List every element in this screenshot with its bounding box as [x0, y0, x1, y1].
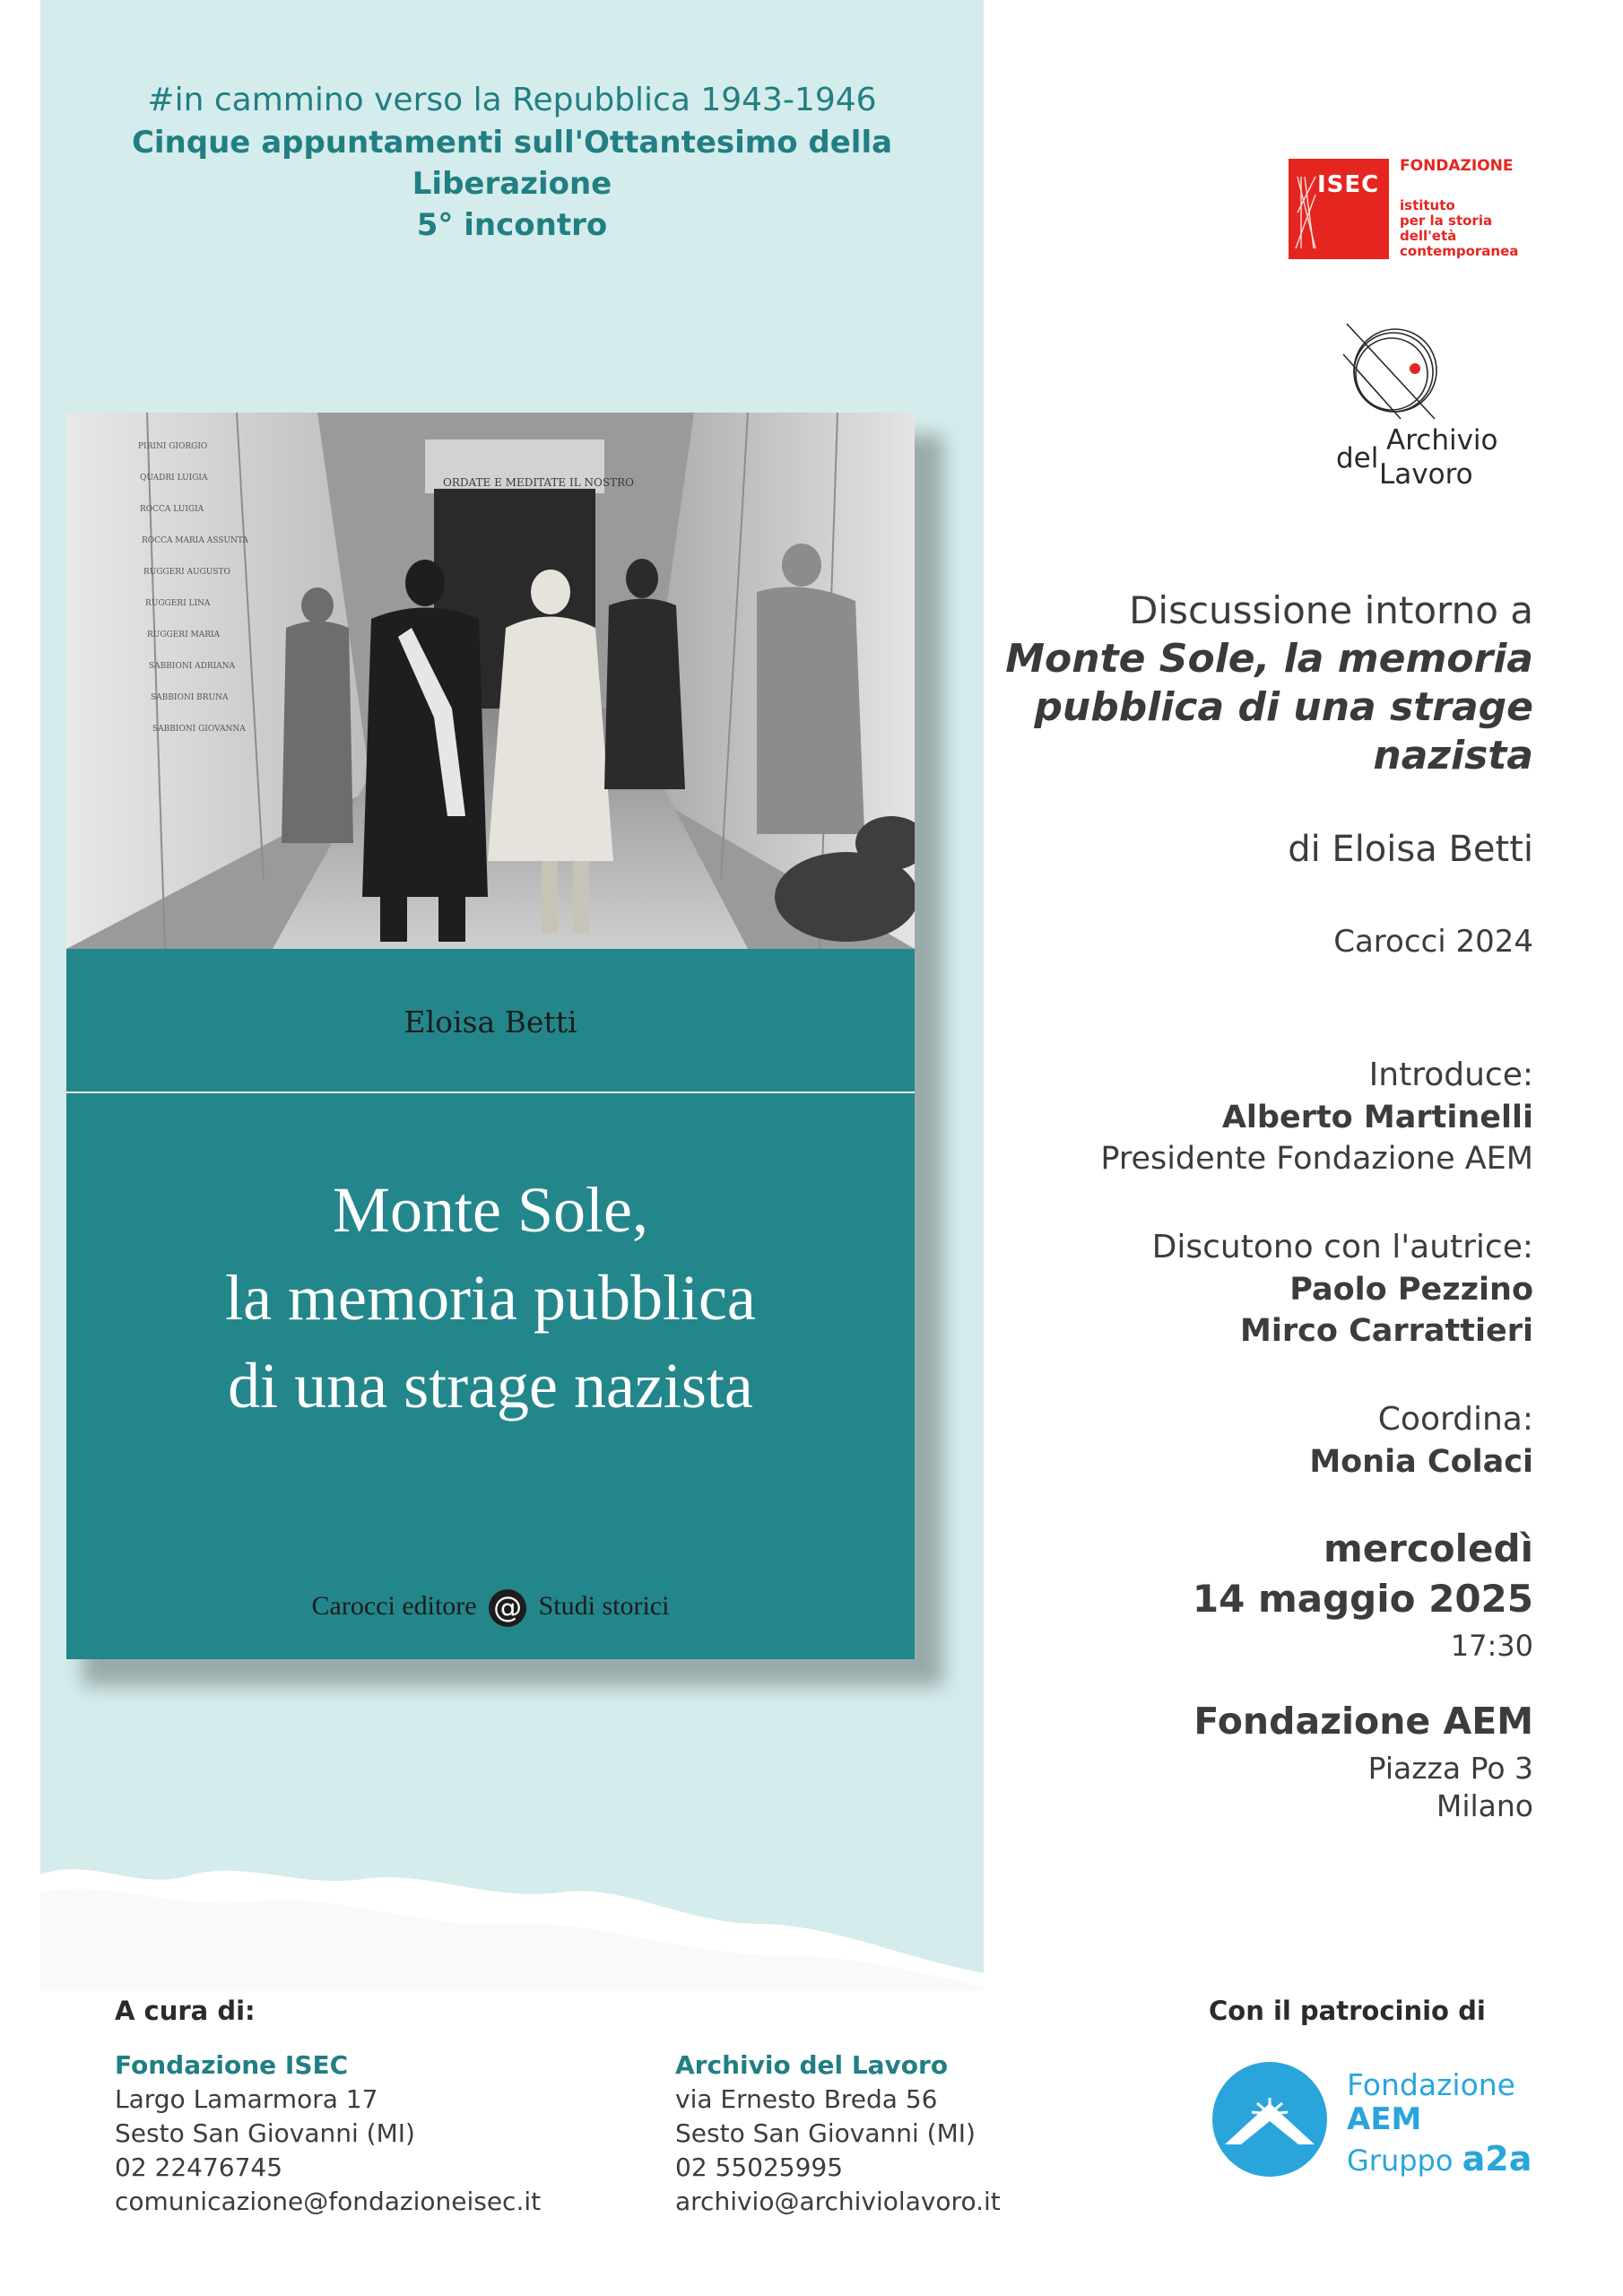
- isec-logo: [1289, 157, 1540, 265]
- event-publisher: Carocci 2024: [1333, 924, 1533, 960]
- discussant-1: Paolo Pezzino: [1289, 1272, 1533, 1308]
- isec-fondazione-label: FONDAZIONE: [1400, 157, 1514, 175]
- adl-word-lavoro: Lavoro: [1379, 458, 1473, 491]
- series-header: [81, 79, 943, 246]
- adl-word-archivio: Archivio: [1386, 424, 1498, 457]
- archivio-lavoro-logo: [1336, 318, 1533, 507]
- svg-text:RUGGERI AUGUSTO: RUGGERI AUGUSTO: [143, 568, 230, 577]
- event-time: 17:30: [1450, 1629, 1533, 1663]
- aem-a2a: a2a: [1462, 2139, 1532, 2179]
- carocci-at-icon: @: [489, 1589, 526, 1627]
- series-line-2: Liberazione: [412, 166, 612, 202]
- svg-text:SABBIONI ADRIANA: SABBIONI ADRIANA: [149, 662, 236, 671]
- svg-text:QUADRI LUIGIA: QUADRI LUIGIA: [140, 474, 208, 483]
- cover-title: [66, 1166, 915, 1430]
- coordinator-name: Monia Colaci: [1309, 1444, 1533, 1480]
- cover-photo: [66, 413, 915, 949]
- collection-name: Studi storici: [538, 1590, 670, 1621]
- curated-by-label: A cura di:: [115, 1996, 256, 2026]
- cover-title-line-2: la memoria pubblica: [225, 1262, 756, 1334]
- aem-gruppo: Gruppo: [1347, 2144, 1454, 2178]
- isec-logo-mark: [1289, 159, 1389, 259]
- isec-phone: 02 22476745: [115, 2152, 283, 2182]
- series-line-1: Cinque appuntamenti sull'Ottantesimo della: [131, 125, 893, 161]
- svg-text:RUGGERI MARIA: RUGGERI MARIA: [147, 631, 221, 639]
- isec-address: Largo Lamarmora 17: [115, 2084, 378, 2114]
- isec-subtitle: [1400, 198, 1518, 259]
- meeting-number: 5° incontro: [416, 207, 608, 243]
- event-title-line-2: pubblica di una strage: [1034, 684, 1533, 730]
- publisher-name: Carocci editore: [311, 1590, 477, 1621]
- fondazione-aem-logo: [1212, 2058, 1535, 2184]
- discussion-intro: Discussione intorno a: [1129, 588, 1533, 632]
- archivio-lavoro-mark-icon: [1338, 318, 1444, 424]
- event-date: 14 maggio 2025: [1192, 1577, 1533, 1621]
- torn-paper-edge: [40, 1839, 984, 1991]
- patronage-label: Con il patrocinio di: [1209, 1996, 1486, 2026]
- aem-line-3: [1347, 2139, 1532, 2179]
- discussants-label: Discutono con l'autrice:: [1151, 1229, 1533, 1265]
- event-title-line-3: nazista: [1373, 733, 1533, 778]
- adl-org-name: Archivio del Lavoro: [675, 2050, 949, 2080]
- aem-line-2: AEM: [1347, 2101, 1422, 2137]
- cover-title-line-1: Monte Sole,: [333, 1174, 648, 1246]
- isec-subtitle-line-1: istituto: [1400, 197, 1455, 213]
- svg-text:SABBIONI GIOVANNA: SABBIONI GIOVANNA: [152, 725, 246, 734]
- svg-text:PIRINI GIORGIO: PIRINI GIORGIO: [138, 442, 208, 451]
- svg-text:SABBIONI BRUNA: SABBIONI BRUNA: [151, 693, 229, 702]
- event-title-line-1: Monte Sole, la memoria: [1005, 636, 1533, 682]
- isec-org-name: Fondazione ISEC: [115, 2050, 349, 2080]
- aem-mark: [1212, 2062, 1327, 2177]
- cover-author: Eloisa Betti: [404, 1004, 577, 1039]
- photo-inscription: ORDATE E MEDITATE IL NOSTRO: [443, 476, 634, 489]
- event-venue: Fondazione AEM: [1193, 1700, 1533, 1743]
- cover-title-line-3: di una strage nazista: [228, 1350, 753, 1422]
- event-book-title: [1005, 635, 1533, 780]
- venue-city: Milano: [1436, 1788, 1533, 1823]
- isec-subtitle-line-3: dell'età: [1400, 228, 1457, 244]
- isec-email[interactable]: comunicazione@fondazioneisec.it: [115, 2187, 542, 2216]
- svg-text:RUGGERI LINA: RUGGERI LINA: [145, 599, 211, 608]
- adl-email[interactable]: archivio@archiviolavoro.it: [675, 2187, 1001, 2216]
- book-cover: [66, 413, 915, 1659]
- event-author: di Eloisa Betti: [1288, 829, 1533, 870]
- isec-subtitle-line-2: per la storia: [1400, 213, 1493, 229]
- isec-name: ISEC: [1317, 171, 1380, 198]
- venue-street: Piazza Po 3: [1367, 1751, 1533, 1786]
- intro-role: Presidente Fondazione AEM: [1100, 1141, 1533, 1177]
- hashtag-line: #in cammino verso la Repubblica 1943-1946: [147, 82, 877, 118]
- event-day: mercoledì: [1323, 1526, 1533, 1570]
- isec-contact: [115, 2048, 541, 2219]
- isec-subtitle-line-4: contemporanea: [1400, 243, 1519, 259]
- adl-city: Sesto San Giovanni (MI): [675, 2118, 976, 2148]
- svg-text:ROCCA LUIGIA: ROCCA LUIGIA: [140, 505, 204, 514]
- aem-line-1: Fondazione: [1347, 2067, 1515, 2102]
- adl-phone: 02 55025995: [675, 2152, 844, 2182]
- cover-publisher: [66, 1589, 915, 1627]
- discussant-2: Mirco Carrattieri: [1240, 1313, 1533, 1349]
- isec-city: Sesto San Giovanni (MI): [115, 2118, 415, 2148]
- adl-address: via Ernesto Breda 56: [675, 2084, 938, 2114]
- cover-divider: [66, 1091, 915, 1093]
- adl-contact: [675, 2048, 1001, 2219]
- adl-word-del: del: [1336, 442, 1379, 474]
- svg-text:ROCCA MARIA ASSUNTA: ROCCA MARIA ASSUNTA: [142, 536, 248, 545]
- coordinator-label: Coordina:: [1377, 1401, 1533, 1438]
- intro-name: Alberto Martinelli: [1221, 1100, 1533, 1135]
- intro-label: Introduce:: [1368, 1057, 1533, 1093]
- aem-mountain-icon: [1212, 2062, 1327, 2177]
